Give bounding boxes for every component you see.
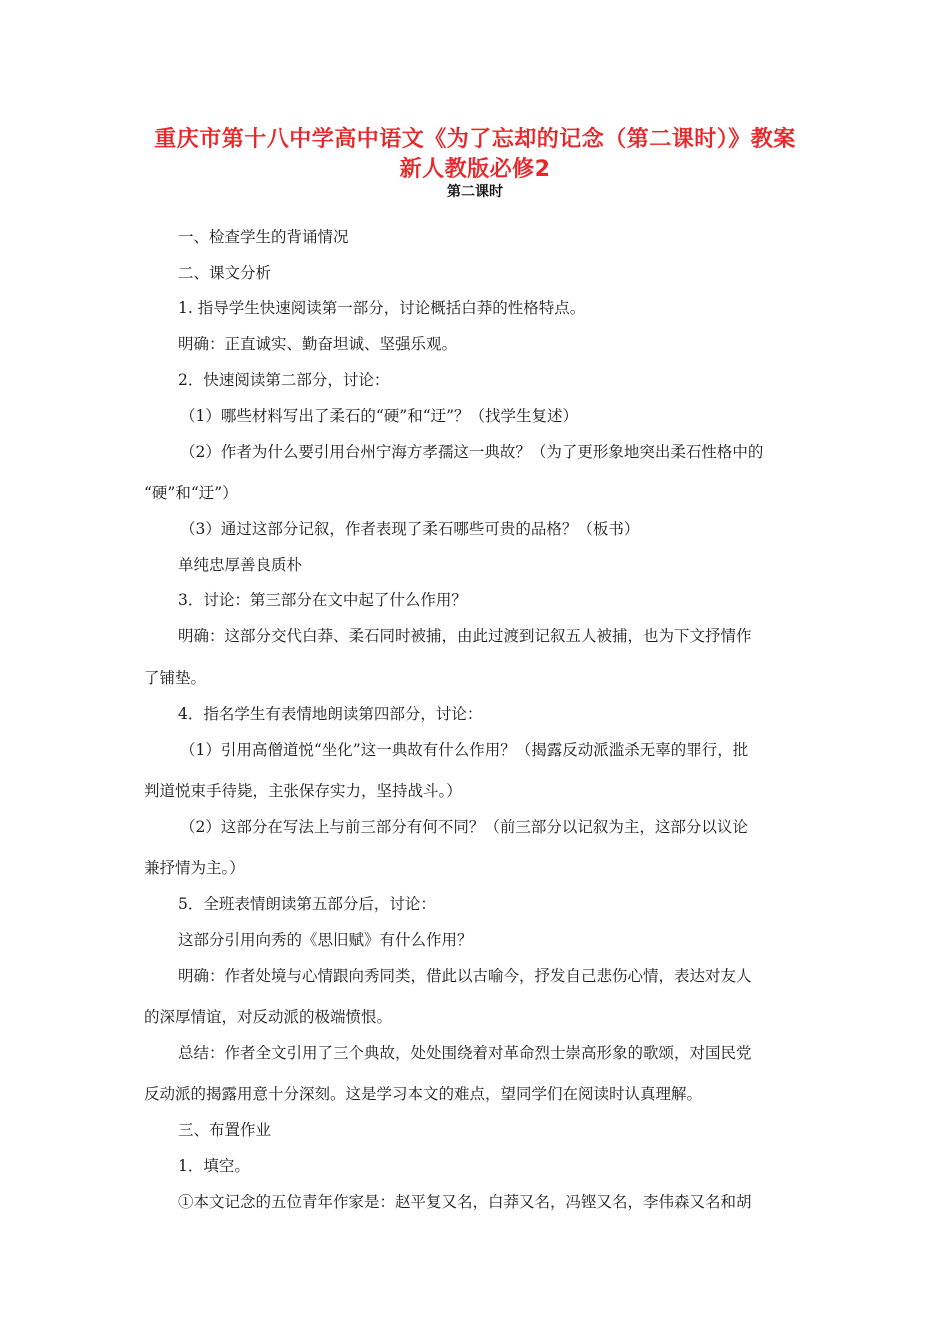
text-line: 二、课文分析 xyxy=(178,264,272,282)
text-line: 的深厚情谊，对反动派的极端愤恨。 xyxy=(144,1008,393,1026)
text-line: 兼抒情为主。） xyxy=(144,859,245,877)
text-line: 一、检查学生的背诵情况 xyxy=(178,228,349,246)
text-line: （3）通过这部分记叙，作者表现了柔石哪些可贵的品格？（板书） xyxy=(180,520,640,538)
text-line: （2）这部分在写法上与前三部分有何不同？（前三部分以记叙为主，这部分以议论 xyxy=(180,818,748,836)
document-title-line-2: 新人教版必修2 xyxy=(399,157,551,182)
text-line: 这部分引用向秀的《思旧赋》有什么作用？ xyxy=(178,931,473,949)
document-subtitle: 第二课时 xyxy=(447,184,503,200)
text-line: 1．填空。 xyxy=(178,1157,250,1175)
text-line: 明确：作者处境与心情跟向秀同类，借此以古喻今，抒发自己悲伤心情，表达对友人 xyxy=(178,967,752,985)
text-line: 5．全班表情朗读第五部分后，讨论： xyxy=(178,895,436,913)
text-line: 4．指名学生有表情地朗读第四部分，讨论： xyxy=(178,705,483,723)
text-line: （1）哪些材料写出了柔石的“硬”和“迂”？（找学生复述） xyxy=(180,407,579,425)
text-line: 了铺垫。 xyxy=(144,669,207,687)
text-line: （1）引用高僧道悦“坐化”这一典故有什么作用？（揭露反动派滥杀无辜的罪行，批 xyxy=(180,741,749,759)
text-line: ①本文记念的五位青年作家是：赵平复又名，白莽又名，冯铿又名，李伟森又名和胡 xyxy=(178,1193,752,1211)
text-line: 三、布置作业 xyxy=(178,1121,272,1139)
text-line: 总结：作者全文引用了三个典故，处处围绕着对革命烈士崇高形象的歌颂，对国民党 xyxy=(178,1044,752,1062)
text-line: “硬”和“迂”） xyxy=(144,484,238,502)
text-line: 3．讨论：第三部分在文中起了什么作用？ xyxy=(178,591,467,609)
text-line: （2）作者为什么要引用台州宁海方孝孺这一典故？（为了更形象地突出柔石性格中的 xyxy=(180,443,764,461)
text-line: 2．快速阅读第二部分，讨论： xyxy=(178,371,390,389)
text-line: 1. 指导学生快速阅读第一部分，讨论概括白莽的性格特点。 xyxy=(178,299,586,317)
text-line: 明确：这部分交代白莽、柔石同时被捕，由此过渡到记叙五人被捕，也为下文抒情作 xyxy=(178,627,752,645)
text-line: 单纯忠厚善良质朴 xyxy=(178,556,303,574)
text-line: 反动派的揭露用意十分深刻。这是学习本文的难点，望同学们在阅读时认真理解。 xyxy=(144,1085,703,1103)
text-line: 判道悦束手待毙，主张保存实力，坚持战斗。） xyxy=(144,782,462,800)
text-line: 明确：正直诚实、勤奋坦诚、坚强乐观。 xyxy=(178,335,458,353)
document-title-line-1: 重庆市第十八中学高中语文《为了忘却的记念（第二课时）》教案 xyxy=(154,127,796,152)
